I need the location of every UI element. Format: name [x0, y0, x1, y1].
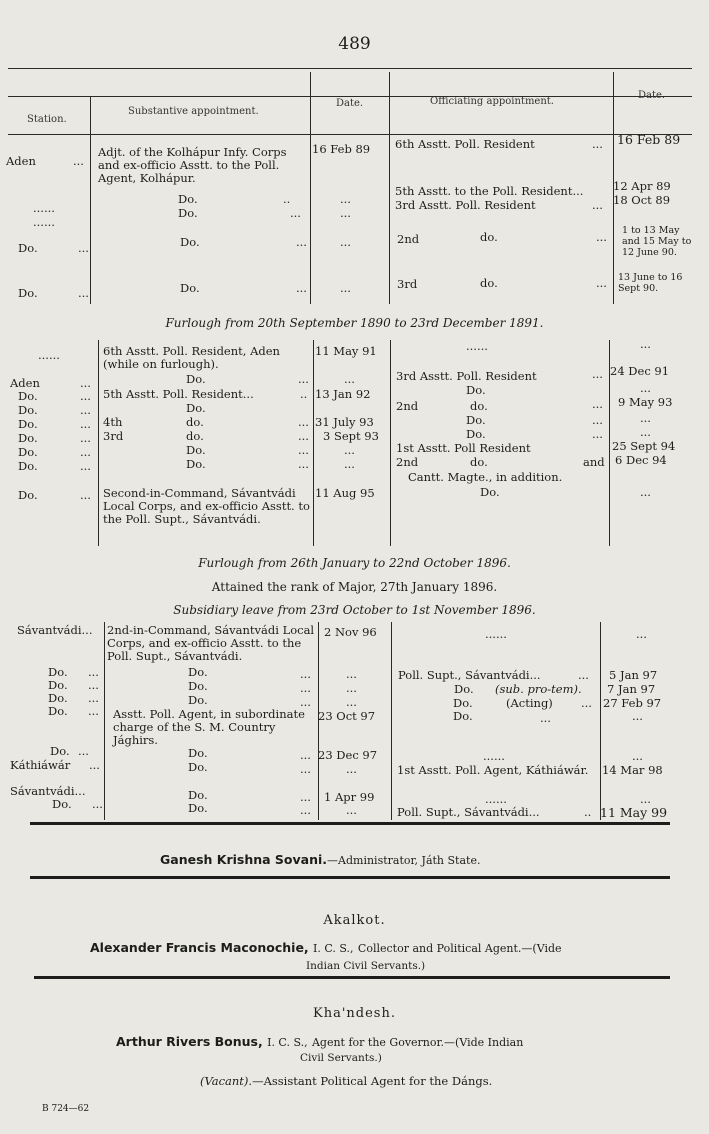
subsidiary-leave-note: Subsidiary leave from 23rd October to 1st November 1896.: [173, 603, 536, 617]
station-dots: ...: [92, 797, 103, 811]
officiating-cell: 1st Asstt. Poll Resident: [396, 441, 531, 455]
station-dots: ...: [80, 403, 91, 417]
substantive-dots: ..: [283, 192, 291, 206]
date-cell: ...: [340, 206, 351, 220]
officiating-cell: Cantt. Magte., in addition.: [408, 470, 563, 484]
col-line: [98, 340, 99, 546]
officiating-date: ...: [640, 425, 651, 439]
station-dots: ...: [88, 691, 99, 705]
station-cell: Do.: [18, 389, 38, 403]
substantive-dots: ...: [298, 372, 309, 386]
station-dots: ...: [80, 445, 91, 459]
substantive-dots: ...: [300, 681, 311, 695]
substantive-cell: 4th: [103, 415, 123, 429]
officiating-dots: ...: [581, 696, 592, 710]
station-cell: Do.: [18, 286, 38, 300]
date-cell: ...: [344, 372, 355, 386]
officiating-dots: ...: [540, 711, 551, 725]
substantive-cell: Do.: [188, 679, 208, 693]
officiating-cell: 3rd Asstt. Poll. Resident: [396, 369, 537, 383]
station-cell: Do.: [18, 241, 38, 255]
station-dots: ...: [73, 154, 84, 168]
substantive-cell: Do.: [188, 693, 208, 707]
header-substantive: Substantive appointment.: [128, 106, 259, 117]
station-dots: ...: [80, 459, 91, 473]
person-role: Collector and Political Agent.—(Vide: [357, 942, 562, 955]
officiating-cell: ......: [485, 627, 507, 641]
section-rule: [30, 822, 670, 825]
station-cell: Sávantvádi...: [17, 623, 93, 637]
substantive-cell: Asstt. Poll. Agent, in subordinate charge of the S. M. Country Jághirs.: [113, 707, 305, 747]
officiating-cell: Do.: [480, 485, 500, 499]
col-line: [600, 622, 601, 820]
state-heading: Kha'ndesh.: [313, 1006, 396, 1021]
header-mid-rule: [8, 96, 692, 97]
officiating-cell: ......: [483, 749, 505, 763]
officiating-cell-2: (sub. pro-tem).: [495, 682, 582, 696]
officiating-cell: Poll. Supt., Sávantvádi...: [398, 668, 541, 682]
officiating-date: ...: [640, 792, 651, 806]
substantive-cell-2: do.: [186, 415, 204, 429]
furlough-note: Furlough from 26th January to 22nd October 1896.: [198, 556, 511, 570]
date-cell: 16 Feb 89: [312, 142, 371, 156]
date-cell: ...: [346, 695, 357, 709]
officiating-cell: Do.: [453, 709, 473, 723]
substantive-cell: Do.: [188, 746, 208, 760]
substantive-dots: ...: [290, 206, 301, 220]
date-cell: 1 Apr 99: [324, 790, 375, 804]
station-cell: Do.: [50, 744, 70, 758]
officiating-dots: ...: [592, 397, 603, 411]
officiating-cell: 2nd: [396, 399, 419, 413]
date-cell: ...: [344, 457, 355, 471]
col-line: [390, 340, 391, 546]
substantive-cell: Do.: [180, 281, 200, 295]
station-cell: Sávantvádi...: [10, 784, 86, 798]
station-cell: Aden: [6, 154, 36, 168]
substantive-cell: Do.: [186, 457, 206, 471]
date-cell: ...: [346, 803, 357, 817]
substantive-dots: ...: [298, 457, 309, 471]
substantive-cell: 3rd: [103, 429, 124, 443]
person-role-2: Civil Servants.): [300, 1052, 382, 1064]
substantive-dots: ...: [296, 235, 307, 249]
substantive-cell: Do.: [178, 206, 198, 220]
date-cell: 23 Oct 97: [318, 709, 376, 723]
person-ics: I. C. S.,: [267, 1036, 308, 1049]
officiating-date: ...: [640, 337, 651, 351]
officiating-date: 14 Mar 98: [602, 763, 663, 777]
person-role: Agent for the Governor.—(Vide Indian: [311, 1036, 524, 1049]
officiating-cell: Do.: [454, 682, 474, 696]
officiating-dots: ...: [578, 668, 589, 682]
station-cell: Do.: [18, 459, 38, 473]
col-line: [90, 96, 91, 304]
officiating-cell: Do.: [466, 383, 486, 397]
officiating-cell: ......: [466, 339, 488, 353]
person-name: Alexander Francis Maconochie,: [90, 940, 309, 955]
person-role: —Administrator, Játh State.: [327, 854, 481, 867]
officiating-date: ...: [640, 381, 651, 395]
officiating-date: ...: [640, 485, 651, 499]
vacant-entry: [200, 1075, 492, 1088]
top-rule: [8, 68, 692, 69]
station-cell: Do.: [18, 431, 38, 445]
officiating-date: ...: [636, 627, 647, 641]
officiating-date: 7 Jan 97: [607, 682, 656, 696]
col-line: [391, 622, 392, 820]
officiating-dots: ...: [596, 230, 607, 244]
station-dots: ...: [80, 417, 91, 431]
date-cell: 13 Jan 92: [315, 387, 371, 401]
station-cell: ......: [38, 348, 60, 362]
station-cell: ......: [33, 215, 55, 229]
substantive-cell: Do.: [188, 760, 208, 774]
date-cell: 11 May 91: [315, 344, 377, 358]
station-cell: Káthiáwár: [10, 758, 71, 772]
person-role-2: Indian Civil Servants.): [306, 960, 426, 972]
officiating-date: 16 Feb 89: [617, 132, 681, 147]
officiating-cell: Do.: [466, 413, 486, 427]
substantive-dots: ..: [300, 387, 308, 401]
station-cell: Do.: [52, 797, 72, 811]
substantive-dots: ...: [296, 281, 307, 295]
substantive-dots: ...: [300, 667, 311, 681]
substantive-cell-2: do.: [186, 429, 204, 443]
header-date-2: Date.: [638, 90, 666, 101]
station-cell: Do.: [18, 403, 38, 417]
substantive-cell: Second-in-Command, Sávantvádi Local Corps, and ex-officio Asstt. to the Poll. Supt., Sávantvádi.: [103, 486, 310, 526]
officiating-cell-2: do.: [470, 399, 488, 413]
officiating-date: 6 Dec 94: [615, 453, 667, 467]
station-dots: ...: [88, 678, 99, 692]
officiating-dots: ...: [592, 198, 603, 212]
substantive-cell: Do.: [186, 372, 206, 386]
date-cell: ...: [340, 281, 351, 295]
station-dots: ...: [88, 704, 99, 718]
officiating-dots: ...: [592, 413, 603, 427]
khandesh-entry: [116, 1034, 523, 1049]
substantive-dots: ...: [298, 429, 309, 443]
substantive-cell: Do.: [180, 235, 200, 249]
officiating-dots: ...: [592, 367, 603, 381]
station-cell: ......: [33, 201, 55, 215]
station-dots: ...: [80, 431, 91, 445]
officiating-cell: 2nd: [396, 455, 419, 469]
substantive-cell: 2nd-in-Command, Sávantvádi Local Corps, and ex-officio Asstt. to the Poll. Supt., Sávantvádi.: [107, 623, 315, 663]
date-cell: ...: [340, 235, 351, 249]
officiating-date: 1 to 13 May and 15 May to 12 June 90.: [622, 225, 692, 258]
officiating-cell-2: do.: [480, 230, 498, 244]
station-dots: ...: [78, 241, 89, 255]
section-rule: [30, 876, 670, 879]
substantive-cell: Do.: [186, 443, 206, 457]
officiating-date: 27 Feb 97: [603, 696, 662, 710]
date-cell: 3 Sept 93: [323, 429, 379, 443]
page-number: 489: [338, 34, 371, 54]
jath-entry: [160, 852, 480, 867]
substantive-dots: ...: [300, 790, 311, 804]
station-cell: Do.: [48, 665, 68, 679]
header-station: Station.: [27, 114, 67, 125]
officiating-dots: ...: [592, 427, 603, 441]
header-bottom-rule: [8, 134, 692, 135]
officiating-date: 11 May 99: [600, 805, 668, 820]
vacant-label: (Vacant).: [200, 1074, 253, 1088]
date-cell: ...: [340, 192, 351, 206]
officiating-dots: ..: [584, 805, 592, 819]
substantive-cell: 6th Asstt. Poll. Resident, Aden (while on furlough).: [103, 344, 280, 371]
officiating-dots: and: [583, 455, 605, 469]
officiating-cell: 6th Asstt. Poll. Resident: [395, 137, 535, 151]
col-line: [104, 622, 105, 820]
date-cell: ...: [344, 443, 355, 457]
date-cell: 23 Dec 97: [318, 748, 378, 762]
date-cell: 11 Aug 95: [315, 486, 375, 500]
date-cell: 31 July 93: [315, 415, 374, 429]
station-cell: Do.: [18, 417, 38, 431]
akalkot-entry: [90, 940, 562, 955]
date-cell: 2 Nov 96: [324, 625, 377, 639]
substantive-cell: Do.: [188, 665, 208, 679]
substantive-dots: ...: [300, 748, 311, 762]
col-line: [310, 72, 311, 304]
officiating-date: ...: [632, 749, 643, 763]
station-dots: ...: [80, 389, 91, 403]
station-dots: ...: [89, 758, 100, 772]
station-dots: ...: [80, 488, 91, 502]
printer-mark: B 724—62: [42, 1104, 90, 1114]
station-cell: Do.: [48, 678, 68, 692]
header-date: Date.: [336, 98, 364, 109]
date-cell: ...: [346, 667, 357, 681]
officiating-dots: ...: [596, 276, 607, 290]
rank-note: Attained the rank of Major, 27th January 1896.: [211, 580, 498, 594]
officiating-cell-2: do.: [470, 455, 488, 469]
substantive-cell: Do.: [188, 788, 208, 802]
person-name: Ganesh Krishna Sovani.: [160, 852, 328, 867]
officiating-date: 18 Oct 89: [613, 193, 671, 207]
officiating-date: 9 May 93: [618, 395, 673, 409]
officiating-cell: Poll. Supt., Sávantvádi...: [397, 805, 540, 819]
date-cell: ...: [346, 681, 357, 695]
col-line: [389, 72, 390, 304]
officiating-cell-2: (Acting): [506, 696, 553, 710]
substantive-dots: ...: [298, 415, 309, 429]
section-rule: [34, 976, 670, 979]
vacant-role: —Assistant Political Agent for the Dángs.: [252, 1074, 493, 1088]
furlough-note: Furlough from 20th September 1890 to 23rd December 1891.: [165, 316, 544, 330]
date-cell: ...: [346, 762, 357, 776]
substantive-cell: Do.: [178, 192, 198, 206]
person-name: Arthur Rivers Bonus,: [116, 1034, 263, 1049]
substantive-cell: 5th Asstt. Poll. Resident...: [103, 387, 254, 401]
officiating-date: 5 Jan 97: [609, 668, 658, 682]
officiating-cell: 5th Asstt. to the Poll. Resident...: [395, 184, 584, 198]
station-dots: ...: [78, 744, 89, 758]
officiating-date: 12 Apr 89: [613, 179, 671, 193]
officiating-date: 13 June to 16 Sept 90.: [618, 272, 683, 294]
officiating-date: 24 Dec 91: [610, 364, 670, 378]
substantive-dots: ...: [300, 803, 311, 817]
substantive-cell: Do.: [186, 401, 206, 415]
officiating-cell: 3rd: [397, 277, 418, 291]
station-cell: Do.: [18, 488, 38, 502]
officiating-cell: 1st Asstt. Poll. Agent, Káthiáwár.: [397, 763, 589, 777]
substantive-dots: ...: [298, 443, 309, 457]
header-officiating: Officiating appointment.: [430, 96, 554, 107]
station-dots: ...: [88, 665, 99, 679]
officiating-cell: ......: [485, 792, 507, 806]
station-dots: ...: [78, 286, 89, 300]
substantive-cell: Adjt. of the Kolhápur Infy. Corps and ex-officio Asstt. to the Poll. Agent, Kolhápur.: [98, 145, 287, 185]
officiating-cell: 2nd: [397, 232, 420, 246]
station-cell: Do.: [48, 691, 68, 705]
officiating-date: 25 Sept 94: [612, 439, 676, 453]
officiating-cell: 3rd Asstt. Poll. Resident: [395, 198, 536, 212]
station-cell: Aden: [10, 376, 40, 390]
station-cell: Do.: [48, 704, 68, 718]
officiating-date: ...: [640, 411, 651, 425]
station-dots: ...: [80, 376, 91, 390]
substantive-cell: Do.: [188, 801, 208, 815]
person-ics: I. C. S.,: [313, 942, 354, 955]
officiating-cell: Do.: [466, 427, 486, 441]
officiating-dots: ...: [592, 137, 603, 151]
substantive-dots: ...: [300, 762, 311, 776]
officiating-cell: Do.: [453, 696, 473, 710]
officiating-date: ...: [632, 709, 643, 723]
station-cell: Do.: [18, 445, 38, 459]
substantive-dots: ...: [300, 695, 311, 709]
officiating-cell-2: do.: [480, 276, 498, 290]
state-heading: Akalkot.: [323, 913, 386, 928]
